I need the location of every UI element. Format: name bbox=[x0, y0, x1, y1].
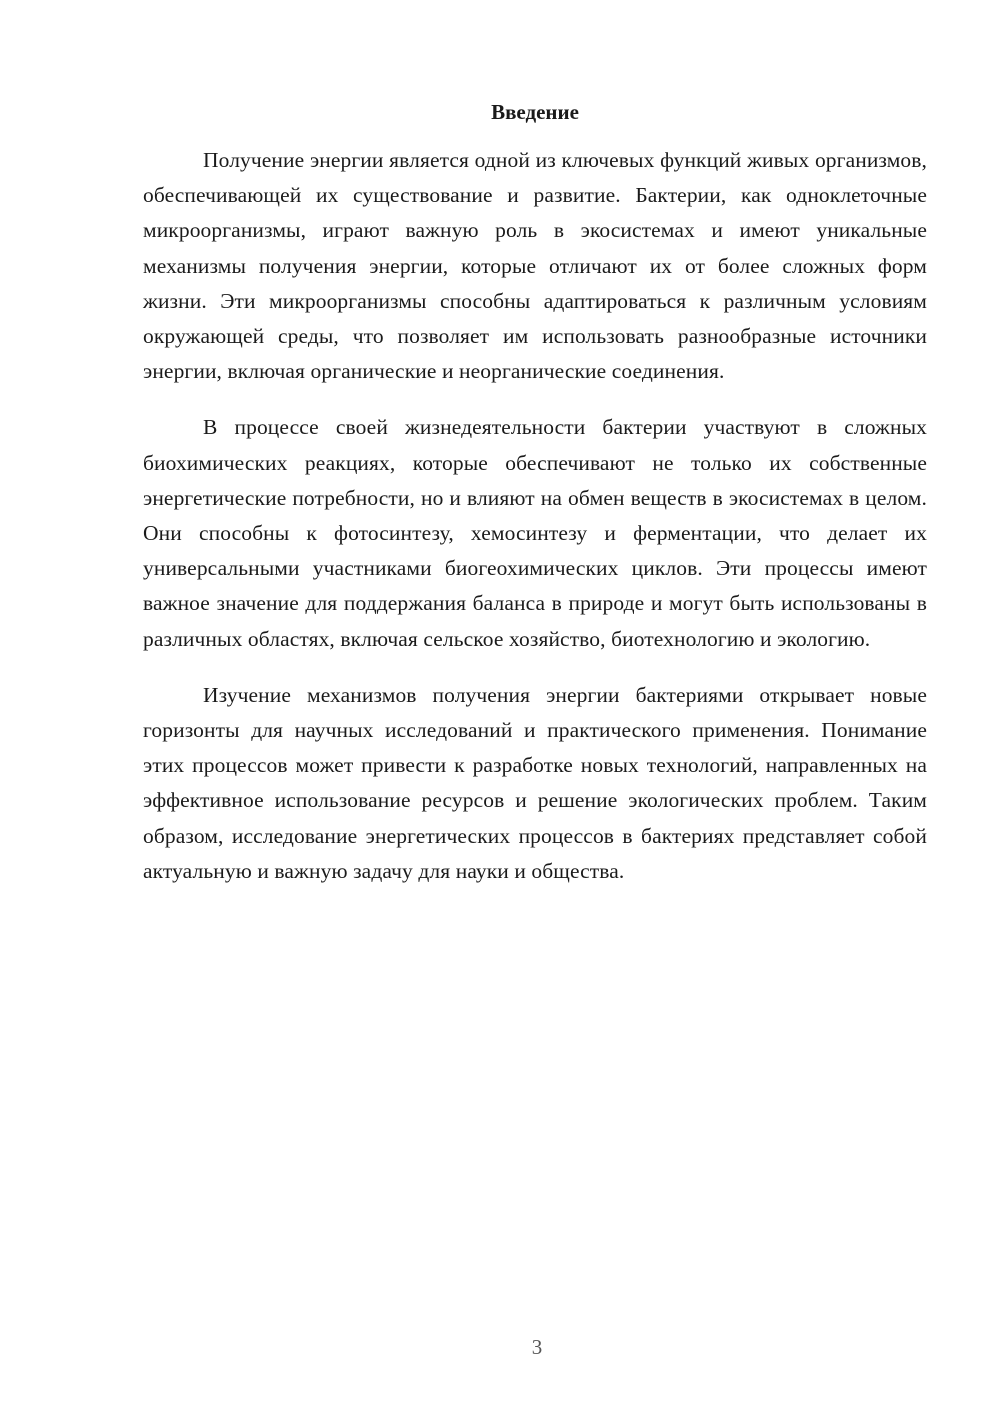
page-content bbox=[143, 95, 927, 910]
paragraph-2: В процессе своей жизнедеятельности бактерии участвуют в сложных биохимических реакциях, которые обеспечивают не только их собственные энергетические потребности, но и влияют на обмен веществ в экосистемах в целом. Они способны к фотосинтезу, хемосинтезу и ферментации, что делает их универсальными участниками биогеохимических циклов. Эти процессы имеют важное значение для поддержания баланса в природе и могут быть использованы в различных областях, включая сельское хозяйство, биотехнологию и экологию. bbox=[143, 415, 927, 651]
section-heading: Введение bbox=[491, 100, 579, 124]
paragraph-3: Изучение механизмов получения энергии бактериями открывает новые горизонты для научных исследований и практического применения. Понимание этих процессов может привести к разработке новых технологий, направленных на эффективное использование ресурсов и решение экологических проблем. Таким образом, исследование энергетических процессов в бактериях представляет собой актуальную и важную задачу для науки и общества. bbox=[143, 682, 927, 883]
page-number: 3 bbox=[531, 1335, 543, 1359]
paragraph-1: Получение энергии является одной из ключевых функций живых организмов, обеспечивающей их существование и развитие. Бактерии, как одноклеточные микроорганизмы, играют важную роль в экосистемах и имеют уникальные механизмы получения энергии, которые отличают их от более сложных форм жизни. Эти микроорганизмы способны адаптироваться к различным условиям окружающей среды, что позволяет им использовать разнообразные источники энергии, включая органические и неорганические соединения. bbox=[143, 148, 927, 384]
